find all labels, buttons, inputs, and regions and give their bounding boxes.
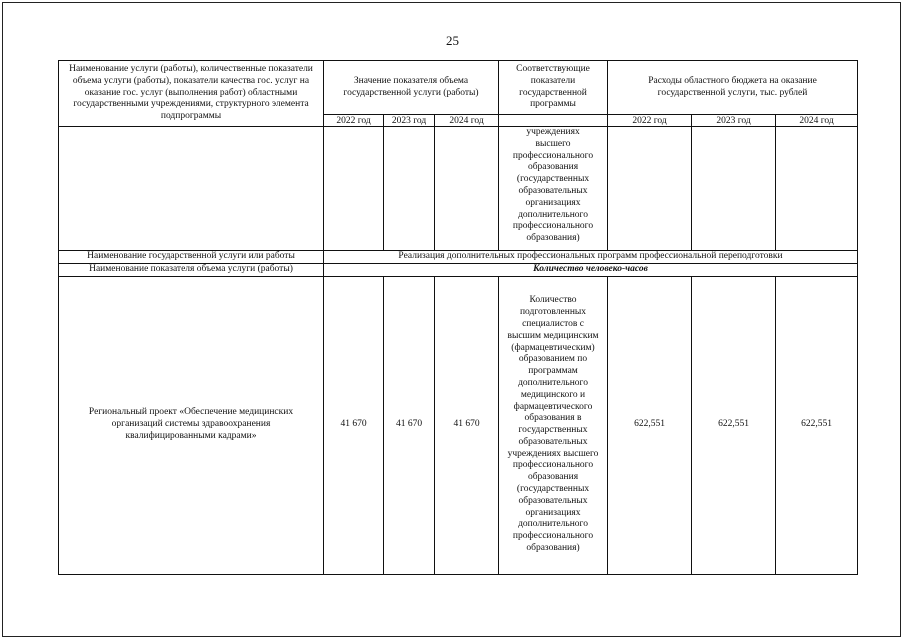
project-row	[59, 276, 858, 574]
header-program-blank	[499, 115, 608, 127]
service-name-label: Наименование государственной услуги или работы	[59, 251, 324, 264]
services-table	[58, 60, 858, 575]
project-value-2024: 41 670	[435, 276, 499, 574]
header-expense-year-2022: 2022 год	[608, 115, 692, 127]
header-expense-year-2024: 2024 год	[776, 115, 858, 127]
header-year-2022: 2022 год	[324, 115, 384, 127]
continuation-row	[59, 127, 858, 251]
header-indicator-value: Значение показателя объема государственной услуги (работы)	[324, 61, 499, 115]
header-expense-year-2023: 2023 год	[692, 115, 776, 127]
project-value-2023: 41 670	[384, 276, 435, 574]
project-value-2022: 41 670	[324, 276, 384, 574]
indicator-name-value: Количество человеко-часов	[324, 263, 858, 276]
service-name-value: Реализация дополнительных профессиональных программ профессиональной переподготовки	[324, 251, 858, 264]
project-expense-2022: 622,551	[608, 276, 692, 574]
header-expenses: Расходы областного бюджета на оказание государственной услуги, тыс. рублей	[608, 61, 858, 115]
indicator-name-row	[59, 263, 858, 276]
continuation-program-indicator: учреждениях высшего профессионального образования (государственных образовательных организациях дополнительного профессионального образования)	[499, 127, 608, 251]
project-program-indicator: Количество подготовленных специалистов с высшим медицинским (фармацевтическим) образованием по программам дополнительного медицинского и фармацевтического образования в государственных образовательных учреждениях высшего профессионального образования (государственных образовательных организациях дополнительного профессионального образования)	[499, 276, 608, 574]
header-year-2024: 2024 год	[435, 115, 499, 127]
header-year-2023: 2023 год	[384, 115, 435, 127]
project-expense-2024: 622,551	[776, 276, 858, 574]
project-name: Региональный проект «Обеспечение медицинских организаций системы здравоохранения квалифицированными кадрами»	[59, 276, 324, 574]
project-expense-2023: 622,551	[692, 276, 776, 574]
page-number: 25	[446, 33, 459, 48]
header-program-indicators: Соответствующие показатели государственной программы	[499, 61, 608, 115]
header-service-name: Наименование услуги (работы), количественные показатели объема услуги (работы), показатели качества гос. услуг на оказание гос. услуг (выполнения работ) областными государственными учреждениями, структурного элемента подпрограммы	[59, 61, 324, 127]
service-name-row	[59, 251, 858, 264]
indicator-name-label: Наименование показателя объема услуги (работы)	[59, 263, 324, 276]
